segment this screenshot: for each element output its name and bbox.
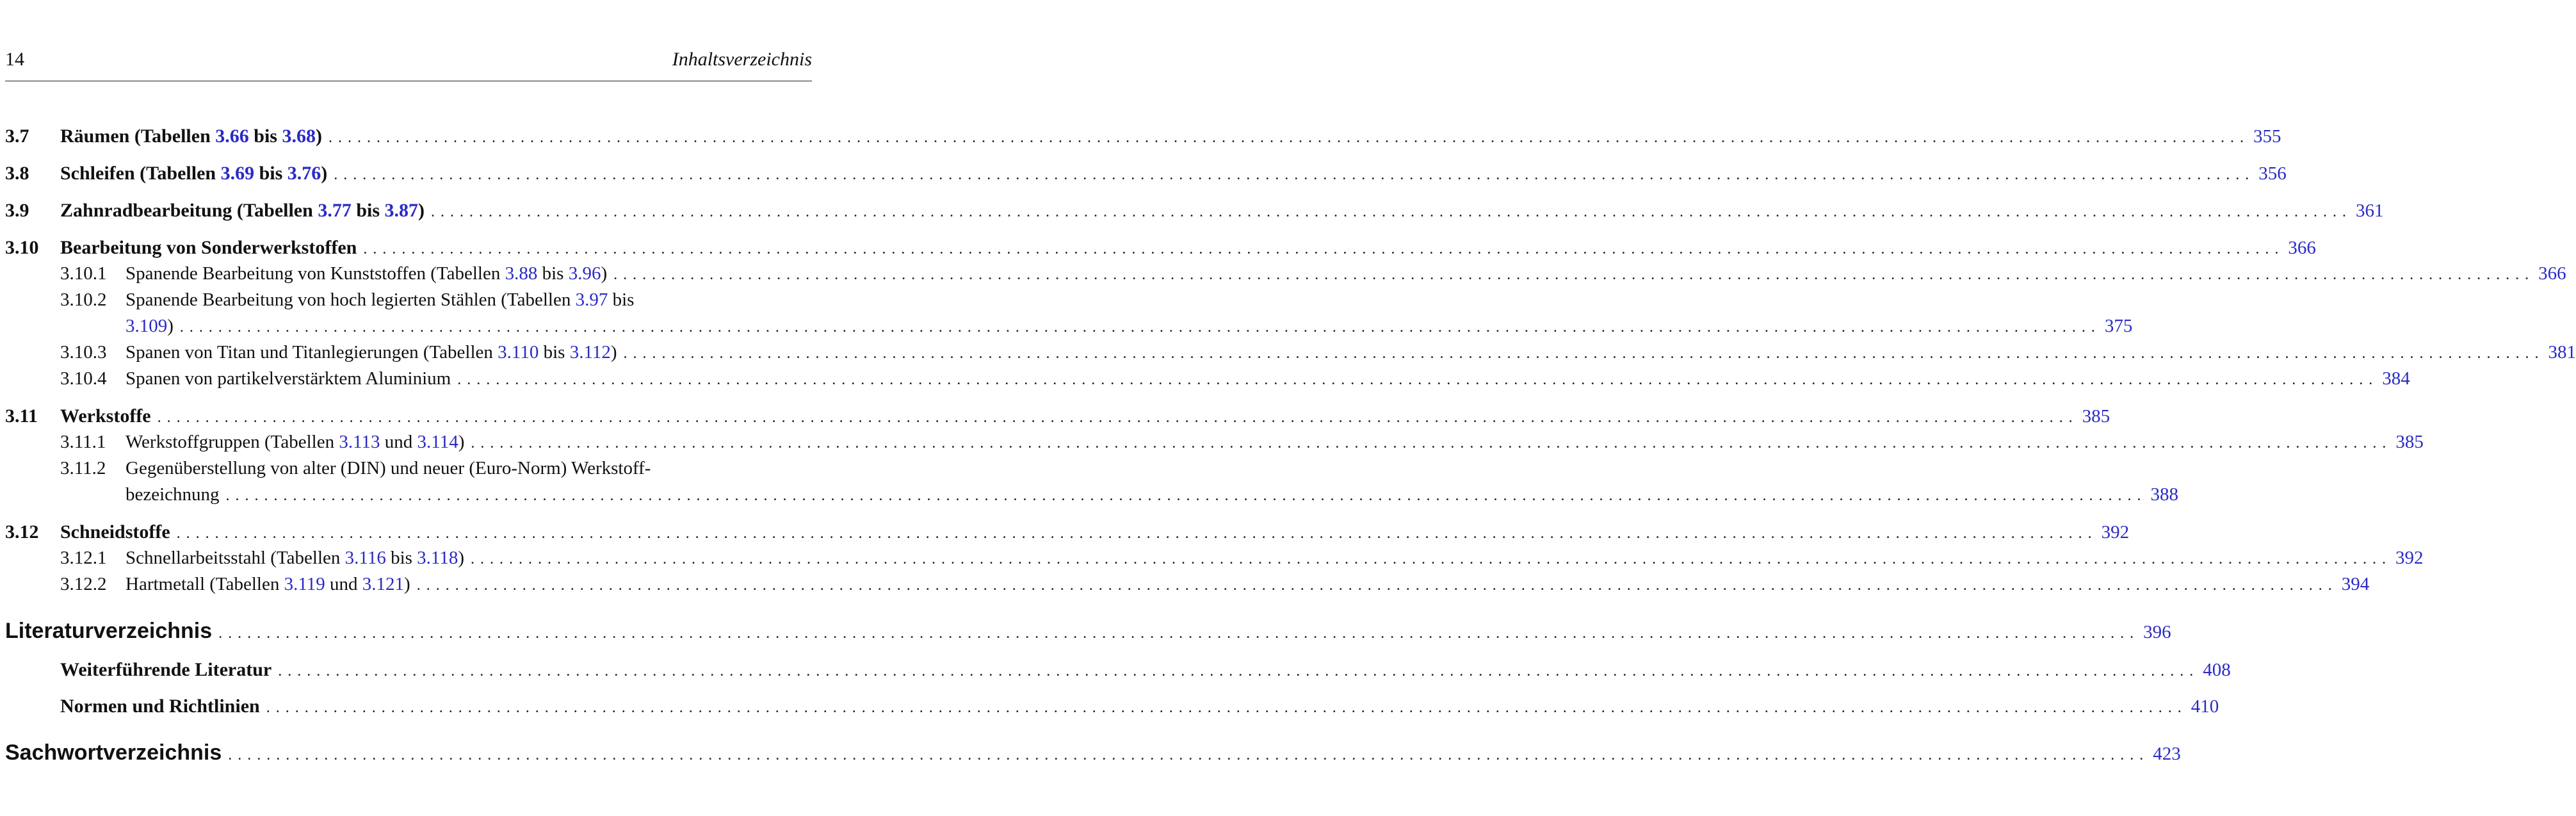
toc-entry[interactable] xyxy=(5,432,2424,460)
toc-title-text: Gegenüberstellung von alter (DIN) und neuer (Euro-Norm) Werkstoff- xyxy=(126,458,651,478)
dot-leader: ........................................................................................................................................................................................................ xyxy=(363,241,2285,257)
toc-title-text: und xyxy=(380,432,417,452)
toc-title-text: ) xyxy=(610,342,617,363)
toc-entry-title xyxy=(126,368,451,389)
dot-leader: ........................................................................................................................................................................................................ xyxy=(471,551,2392,567)
toc-entry-number: 3.12.1 xyxy=(60,548,107,568)
table-reference-link[interactable]: 3.110 xyxy=(498,342,539,363)
toc-title-text: Spanen von partikelverstärktem Aluminium xyxy=(126,368,451,389)
dot-leader: ........................................................................................................................................................................................................ xyxy=(157,409,2078,426)
toc-entry-title xyxy=(60,126,322,147)
toc-entry[interactable] xyxy=(5,740,2181,769)
toc-title-text: Schneidstoffe xyxy=(60,521,170,543)
running-header xyxy=(5,49,812,72)
toc-title-text: bis xyxy=(385,548,417,568)
toc-page-number-link[interactable]: 410 xyxy=(2191,696,2219,717)
toc-title-text: ) xyxy=(321,163,328,184)
toc-entry[interactable] xyxy=(5,290,812,318)
table-reference-link[interactable]: 3.96 xyxy=(568,263,601,284)
toc-title-text: bis xyxy=(254,163,288,184)
toc-page-number-link[interactable]: 385 xyxy=(2082,406,2110,427)
dot-leader: ........................................................................................................................................................................................................ xyxy=(431,204,2353,220)
toc-title-text: bis xyxy=(248,126,282,147)
toc-title-text: Spanende Bearbeitung von Kunststoffen (Tabellen xyxy=(126,263,505,284)
toc-entry[interactable] xyxy=(5,659,2231,687)
page-number: 14 xyxy=(5,49,24,70)
toc-entry-number: 3.10.4 xyxy=(60,368,107,389)
toc-entry-number: 3.10 xyxy=(5,237,39,258)
toc-entry[interactable] xyxy=(5,342,2576,370)
table-reference-link[interactable]: 3.68 xyxy=(282,126,316,147)
toc-title-text: bis xyxy=(539,342,570,363)
toc-entry-title xyxy=(126,484,220,505)
toc-entry-number: 3.8 xyxy=(5,163,29,184)
toc-entry[interactable] xyxy=(5,163,2287,191)
toc-entry-title xyxy=(5,740,222,765)
toc-entry-number: 3.12 xyxy=(5,521,39,543)
toc-entry-title xyxy=(126,432,464,453)
toc-entry-title xyxy=(60,237,357,259)
table-reference-link[interactable]: 3.116 xyxy=(344,548,386,568)
toc-entry[interactable] xyxy=(5,316,2133,344)
toc-title-text: Werkstoffgruppen (Tabellen xyxy=(126,432,339,452)
toc-page-number-link[interactable]: 423 xyxy=(2153,744,2181,764)
toc-title-text: Zahnradbearbeitung (Tabellen xyxy=(60,200,318,221)
dot-leader: ........................................................................................................................................................................................................ xyxy=(266,699,2187,716)
table-reference-link[interactable]: 3.114 xyxy=(417,432,458,452)
toc-page-number-link[interactable]: 355 xyxy=(2253,126,2281,147)
dot-leader: ........................................................................................................................................................................................................ xyxy=(278,663,2199,680)
table-reference-link[interactable]: 3.121 xyxy=(362,574,405,594)
toc-title-text: ) xyxy=(418,200,425,221)
toc-entry-number: 3.10.1 xyxy=(60,263,107,284)
toc-entry-number: 3.11.2 xyxy=(60,458,106,478)
toc-entry[interactable] xyxy=(5,237,2316,265)
table-reference-link[interactable]: 3.113 xyxy=(339,432,380,452)
toc-entry[interactable] xyxy=(5,405,2110,434)
dot-leader: ........................................................................................................................................................................................................ xyxy=(471,435,2392,452)
toc-entry-title xyxy=(60,200,425,222)
toc-page-number-link[interactable]: 392 xyxy=(2395,548,2424,568)
toc-entry-title xyxy=(60,163,327,184)
toc-title-text: ) xyxy=(601,263,608,284)
toc-entry-title xyxy=(126,342,617,363)
toc-entry[interactable] xyxy=(5,574,2370,602)
table-reference-link[interactable]: 3.112 xyxy=(569,342,611,363)
toc-title-text: Werkstoffe xyxy=(60,405,151,427)
toc-entry-number: 3.9 xyxy=(5,200,29,221)
toc-page-number-link[interactable]: 381 xyxy=(2548,342,2576,363)
toc-entry-title xyxy=(126,316,174,337)
toc-entry[interactable] xyxy=(5,126,2281,154)
toc-page-number-link[interactable]: 396 xyxy=(2143,622,2171,642)
toc-title-text: Schnellarbeitsstahl (Tabellen xyxy=(126,548,345,568)
toc-title-text: Schleifen (Tabellen xyxy=(60,163,221,184)
toc-entry-title xyxy=(60,659,271,681)
toc-entry-number: 3.12.2 xyxy=(60,574,107,594)
toc-entry-number: 3.7 xyxy=(5,126,29,147)
toc-title-text: Spanende Bearbeitung von hoch legierten Stählen (Tabellen xyxy=(126,290,576,310)
dot-leader: ........................................................................................................................................................................................................ xyxy=(334,167,2255,183)
toc-entry[interactable] xyxy=(5,521,2130,550)
toc-entry[interactable] xyxy=(5,200,2384,228)
toc-entry-number: 3.10.3 xyxy=(60,342,107,363)
toc-page-number-link[interactable]: 356 xyxy=(2258,163,2287,184)
running-title: Inhaltsverzeichnis xyxy=(672,49,812,70)
toc-entry-number: 3.11.1 xyxy=(60,432,106,452)
table-reference-link[interactable]: 3.66 xyxy=(215,126,249,147)
table-reference-link[interactable]: 3.77 xyxy=(318,200,352,221)
toc-entry-title xyxy=(126,548,464,569)
dot-leader: ........................................................................................................................................................................................................ xyxy=(179,319,2101,336)
toc-entry[interactable] xyxy=(5,548,2424,576)
toc-title-text: und xyxy=(325,574,362,594)
toc-entry-title xyxy=(126,263,607,284)
toc-page-number-link[interactable]: 408 xyxy=(2203,660,2231,680)
toc-entry[interactable] xyxy=(5,263,2566,291)
toc-title-text: bis xyxy=(351,200,385,221)
toc-title-text: Spanen von Titan und Titanlegierungen (Tabellen xyxy=(126,342,498,363)
toc-entry[interactable] xyxy=(5,484,2179,512)
toc-page-number-link[interactable]: 384 xyxy=(2382,368,2410,389)
toc-entry-title xyxy=(60,521,170,543)
toc-title-text: ) xyxy=(458,432,465,452)
toc-title-text: bis xyxy=(537,263,569,284)
toc-entry-title xyxy=(126,458,651,479)
dot-leader: ........................................................................................................................................................................................................ xyxy=(218,625,2140,642)
toc-page-number-link[interactable]: 366 xyxy=(2288,238,2316,258)
toc-entry-number: 3.11 xyxy=(5,405,38,427)
dot-leader: ........................................................................................................................................................................................................ xyxy=(328,129,2249,146)
dot-leader: ........................................................................................................................................................................................................ xyxy=(176,525,2098,542)
toc-title-text: ) xyxy=(315,126,322,147)
toc-title-text: Weiterführende Literatur xyxy=(60,659,272,680)
table-reference-link[interactable]: 3.76 xyxy=(287,163,321,184)
toc-entry-title xyxy=(126,574,410,595)
toc-entry[interactable] xyxy=(5,458,812,486)
toc-title-text: Normen und Richtlinien xyxy=(60,696,260,717)
toc-entry[interactable] xyxy=(5,368,2410,396)
toc-entry[interactable] xyxy=(5,696,2219,724)
dot-leader: ........................................................................................................................................................................................................ xyxy=(416,577,2338,594)
dot-leader: ........................................................................................................................................................................................................ xyxy=(457,371,2379,388)
toc-title-text: Bearbeitung von Sonderwerkstoffen xyxy=(60,237,357,258)
toc-entry-title xyxy=(5,619,212,644)
toc-page-number-link[interactable]: 375 xyxy=(2104,316,2133,336)
toc-page-number-link[interactable]: 385 xyxy=(2395,432,2424,452)
table-reference-link[interactable]: 3.69 xyxy=(220,163,255,184)
table-reference-link[interactable]: 3.88 xyxy=(505,263,538,284)
toc-title-text: ) xyxy=(458,548,465,568)
toc-title-text: Räumen (Tabellen xyxy=(60,126,216,147)
toc-entry-title xyxy=(60,696,260,717)
toc-page-number-link[interactable]: 394 xyxy=(2341,574,2370,594)
table-reference-link[interactable]: 3.118 xyxy=(417,548,458,568)
toc-page-number-link[interactable]: 366 xyxy=(2538,263,2566,284)
dot-leader: ........................................................................................................................................................................................................ xyxy=(225,487,2147,504)
toc-page-number-link[interactable]: 388 xyxy=(2150,484,2179,505)
toc-title-text: bezeichnung xyxy=(126,484,220,505)
toc-title-text: Hartmetall (Tabellen xyxy=(126,574,284,594)
toc-title-text: Sachwortverzeichnis xyxy=(5,740,222,765)
toc-page-number-link[interactable]: 361 xyxy=(2356,200,2384,221)
toc-title-text: ) xyxy=(404,574,410,594)
toc-entry-title xyxy=(60,405,151,427)
toc-entry[interactable] xyxy=(5,619,2171,647)
toc-title-text: bis xyxy=(608,290,635,310)
table-reference-link[interactable]: 3.109 xyxy=(126,316,168,336)
toc-page-number-link[interactable]: 392 xyxy=(2101,522,2130,543)
table-reference-link[interactable]: 3.97 xyxy=(575,290,608,310)
dot-leader: ........................................................................................................................................................................................................ xyxy=(228,747,2150,763)
toc-entry-title xyxy=(126,290,634,311)
table-reference-link[interactable]: 3.119 xyxy=(284,574,325,594)
table-reference-link[interactable]: 3.87 xyxy=(384,200,419,221)
toc-title-text: Literaturverzeichnis xyxy=(5,619,213,643)
toc-title-text: ) xyxy=(167,316,174,336)
dot-leader: ........................................................................................................................................................................................................ xyxy=(623,345,2545,362)
toc-entry-number: 3.10.2 xyxy=(60,290,107,310)
dot-leader: ........................................................................................................................................................................................................ xyxy=(613,266,2535,283)
